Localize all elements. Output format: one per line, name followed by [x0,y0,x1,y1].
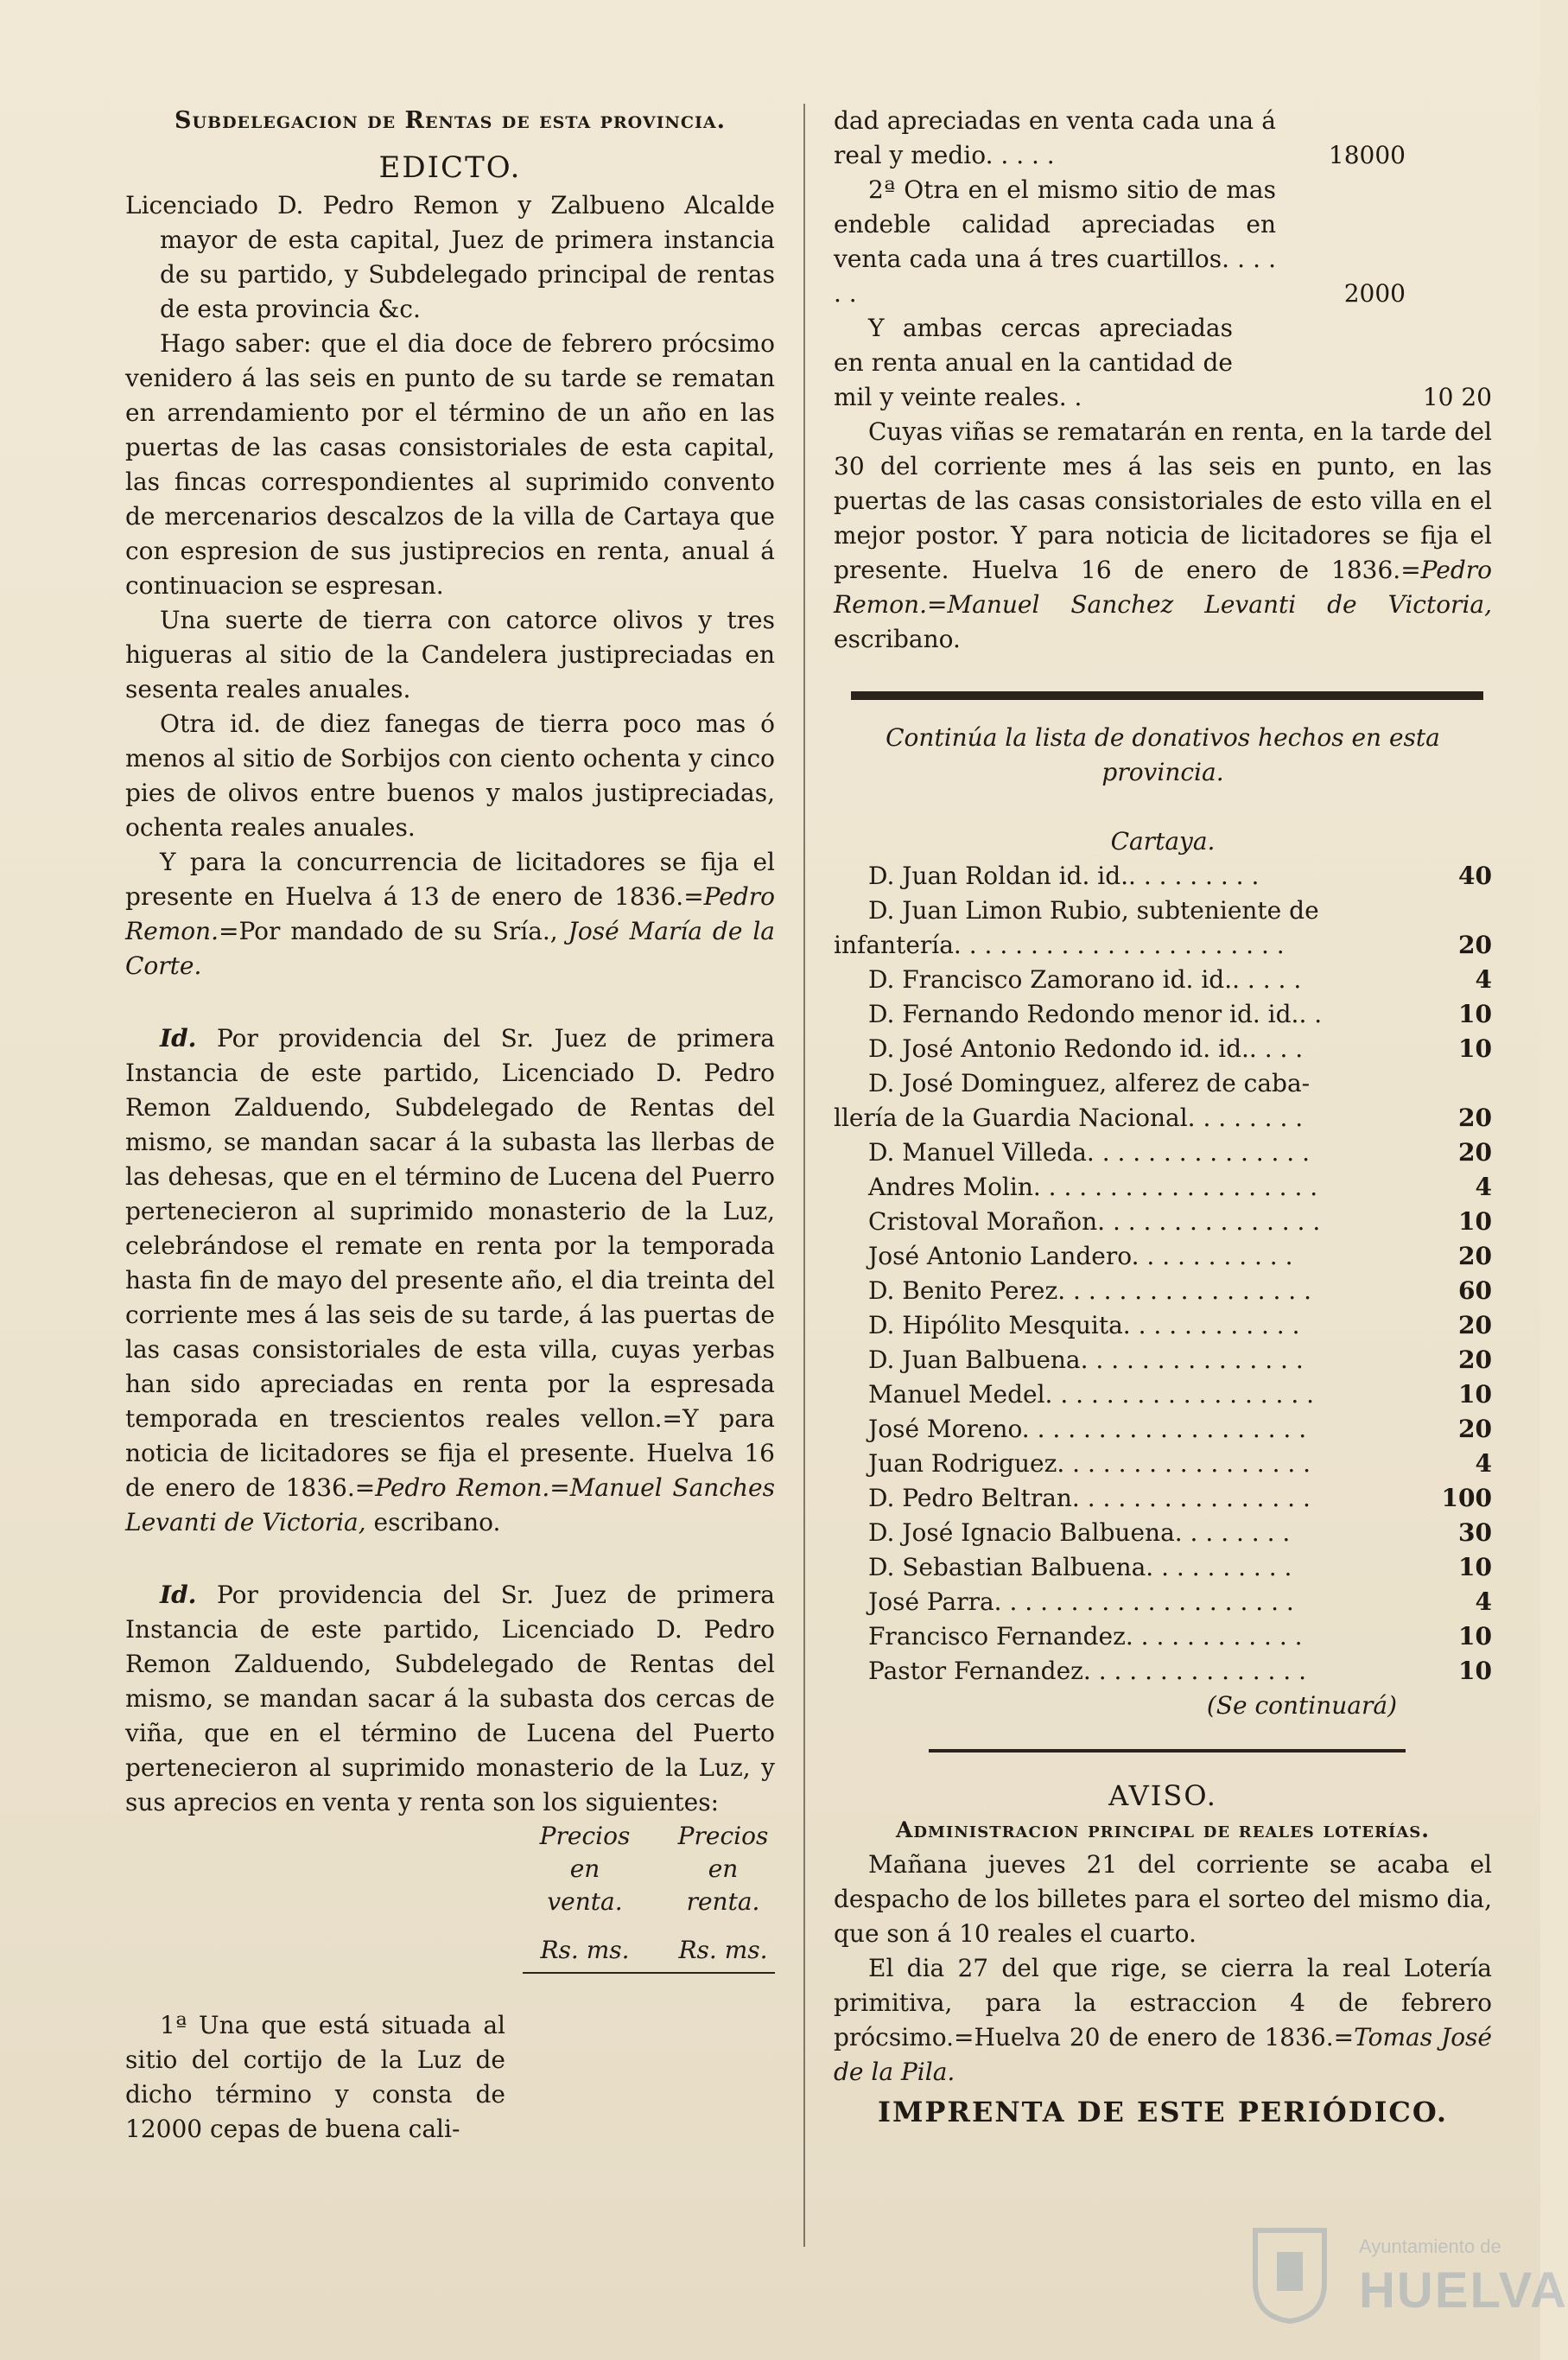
donor-amount: 10 [1458,1380,1492,1409]
watermark-line1: Ayuntamiento de [1359,2236,1501,2257]
donor-name: D. José Ignacio Balbuena. . . . . . . . [868,1518,1291,1547]
donor-row [834,1274,1492,1308]
watermark-line2: HUELVA [1359,2262,1568,2319]
donor-row [834,1205,1492,1239]
donor-row [834,1412,1492,1447]
price-item-2 [834,173,1492,311]
price-item-text: dad apreciadas en venta cada una á real y medio. . . . . [834,106,1276,169]
edicto-paragraph: Otra id. de diez fanegas de tierra poco mas ó menos al sitio de Sorbijos con ciento ochenta y cinco pies de olivos entre buenos y malos justipreciadas, ochenta reales anuales. [125,709,775,842]
donor-amount: 10 [1458,1657,1492,1685]
price-value-venta: 18000 [1328,141,1406,169]
notice-id-1 [125,1021,775,1540]
donor-amount: 100 [1441,1484,1492,1512]
donor-amount: 60 [1458,1276,1492,1305]
price-unit-renta: Rs. ms. [678,1936,768,1964]
edicto-closing [125,845,775,983]
coat-of-arms-icon [1238,2222,1342,2325]
price-col-renta: Precios en renta. [677,1822,769,1916]
donor-row [834,1135,1492,1170]
price-table-units [523,1934,775,1974]
donor-list [834,859,1492,1689]
donor-row [834,997,1492,1032]
aviso-title: AVISO. [1108,1779,1217,1812]
donor-name: Juan Rodriguez. . . . . . . . . . . . . . . . . [868,1449,1311,1478]
edicto-paragraph: Hago saber: que el dia doce de febrero prócsimo venidero á las seis en punto de su tarde se rematan en arrendamiento por el término de un año en las puertas de las casas consistoriales de esta capital, las fincas correspondientes al suprimido convento de mercenarios descalzos de la villa de Cartaya que con espresion de sus justiprecios en renta, anual á continuacion se espresan. [125,329,775,600]
section-header: Subdelegacion de Rentas de esta provincia. [174,107,727,134]
section-rule [929,1749,1406,1753]
donor-name: José Antonio Landero. . . . . . . . . . . [868,1242,1293,1270]
donor-name: Francisco Fernandez. . . . . . . . . . . . [868,1622,1303,1651]
notice-lead: Id. [160,1581,197,1609]
notice-lead: Id. [160,1024,197,1053]
signature: Pedro Remon.=Manuel Sanches Levanti de Victoria, [125,1473,775,1536]
donor-amount: 4 [1475,1173,1492,1201]
price-item-3 [834,311,1492,415]
donor-row [834,859,1492,894]
donor-row [834,1481,1492,1516]
signature: Pedro Remon. [125,882,775,945]
watermark-stamp [1238,2222,1568,2325]
donor-row [834,963,1492,997]
closing-notice [834,415,1492,657]
donor-row [834,1308,1492,1343]
donor-row [834,1343,1492,1377]
notice-text: Por providencia del Sr. Juez de primera Instancia de este partido, Licenciado D. Pedro Remon Zalduendo, Subdelegado de Rentas del mismo, se mandan sacar á la subasta las llerbas de las dehesas, que en el término de Lucena del Puerro pertenecieron al suprimido monasterio de la Luz, celebrándose el remate en renta por la temporada hasta fin de mayo del presente año, el dia treinta del corriente mes á las seis de su tarde, á las puertas de las casas consistoriales de esta villa, cuyas yerbas han sido apreciadas en renta por la espresada temporada en trescientos reales vellon.=Y para noticia de licitadores se fija el presente. Huelva 16 de enero de 1836.= [125,1024,775,1502]
donor-name: D. Fernando Redondo menor id. id.. . [868,1000,1323,1028]
donor-amount: 20 [1458,1104,1492,1132]
donor-name: D. Sebastian Balbuena. . . . . . . . . . [868,1553,1292,1581]
edicto-closing-text: Y para la concurrencia de licitadores se fija el presente en Huelva á 13 de enero de 1836.= [125,848,775,911]
donor-name: Pastor Fernandez. . . . . . . . . . . . . . . [868,1657,1307,1685]
edicto-paragraph: Una suerte de tierra con catorce olivos y tres higueras al sitio de la Candelera justipreciadas en sesenta reales anuales. [125,606,775,703]
donor-name: José Parra. . . . . . . . . . . . . . . . . . . . [868,1587,1294,1616]
donor-name: D. José Antonio Redondo id. id.. . . . [868,1034,1304,1063]
donor-row [834,1032,1492,1066]
price-table-header [125,1820,775,1918]
donor-row [834,928,1492,963]
continued-note: (Se continuará) [1206,1691,1397,1720]
notice-tail: escribano. [373,1508,501,1536]
donations-title: Continúa la lista de donativos hechos en esta provincia. [886,723,1440,786]
price-item-text: 2ª Otra en el mismo sitio de mas endeble calidad apreciadas en venta cada una á tres cuartillos. . . . . . [834,175,1276,308]
aviso-paragraph [834,1951,1492,2090]
aviso-text: El dia 27 del que rige, se cierra la real Lotería primitiva, para la estraccion 4 de febrero prócsimo.=Huelva 20 de enero de 1836.= [834,1954,1492,2051]
donor-row [834,1516,1492,1550]
signature: José María de la Corte. [125,917,775,980]
donor-name: D. Hipólito Mesquita. . . . . . . . . . . . [868,1311,1300,1339]
donor-row [834,1654,1492,1689]
donor-name: D. Pedro Beltran. . . . . . . . . . . . . . . . [868,1484,1311,1512]
price-item-1: 1ª Una que está situada al sitio del cortijo de la Luz de dicho término y consta de 12000 cepas de buena cali- [125,2011,505,2143]
donor-row [834,894,1492,928]
donor-row [834,1377,1492,1412]
signature: Tomas José de la Pila. [834,2023,1492,2086]
donor-name: José Moreno. . . . . . . . . . . . . . . . . . . [868,1415,1307,1443]
donor-amount: 10 [1458,1553,1492,1581]
donor-name: Cristoval Morañon. . . . . . . . . . . . . . . [868,1207,1321,1236]
donor-row [834,1066,1492,1101]
donor-amount: 4 [1475,1449,1492,1478]
donor-row [834,1619,1492,1654]
donor-amount: 10 [1458,1034,1492,1063]
donor-name: D. Juan Roldan id. id.. . . . . . . . . [868,862,1260,890]
price-unit-venta: Rs. ms. [540,1936,630,1964]
closing-text: Cuyas viñas se rematarán en renta, en la tarde del 30 del corriente mes á las seis en punto, en las puertas de las casas consistoriales de esto villa en el mejor postor. Y para noticia de licitadores se fija el presente. Huelva 16 de enero de 1836.= [834,417,1492,584]
donor-amount: 20 [1458,1311,1492,1339]
donor-name: D. Benito Perez. . . . . . . . . . . . . . . . . [868,1276,1311,1305]
donor-row [834,1447,1492,1481]
donor-row [834,1585,1492,1619]
donor-amount: 30 [1458,1518,1492,1547]
edicto-closing-mid: =Por mandado de su Sría., [219,917,558,945]
printer-imprint: IMPRENTA DE ESTE PERIÓDICO. [877,2096,1449,2128]
donor-name: D. Francisco Zamorano id. id.. . . . . [868,965,1302,994]
donor-name: llería de la Guardia Nacional. . . . . . . . [834,1104,1304,1132]
column-divider [803,104,805,2247]
donor-name: D. Manuel Villeda. . . . . . . . . . . . . . . [868,1138,1310,1167]
left-column [125,104,775,2147]
price-value-renta: 10 20 [1422,383,1492,411]
donor-amount: 10 [1458,1000,1492,1028]
donor-row [834,1101,1492,1135]
donor-amount: 20 [1458,1415,1492,1443]
edicto-intro: Licenciado D. Pedro Remon y Zalbueno Alcalde mayor de esta capital, Juez de primera instancia de su partido, y Subdelegado principal de rentas de esta provincia &c. [125,191,775,323]
section-rule [851,691,1483,700]
donations-place: Cartaya. [1110,827,1216,856]
donor-amount: 20 [1458,1345,1492,1374]
donor-name: infantería. . . . . . . . . . . . . . . . . . . . . . [834,931,1285,959]
donor-name: Andres Molin. . . . . . . . . . . . . . . . . . . [868,1173,1318,1201]
signature: Pedro Remon.=Manuel Sanchez Levanti de Victoria, [834,556,1492,619]
price-col-venta: Precios en venta. [539,1822,631,1916]
closing-tail: escribano. [834,625,961,653]
donor-name: D. José Dominguez, alferez de caba- [868,1069,1311,1097]
donor-amount: 20 [1458,931,1492,959]
price-item-text: Y ambas cercas apreciadas en renta anual en la cantidad de mil y veinte reales. . [834,314,1233,411]
donor-amount: 40 [1458,862,1492,890]
donor-row [834,1550,1492,1585]
donor-row [834,1170,1492,1205]
right-column [834,104,1492,2129]
edicto-title: EDICTO. [378,150,522,185]
aviso-paragraph: Mañana jueves 21 del corriente se acaba el despacho de los billetes para el sorteo del mismo dia, que son á 10 reales el cuarto. [834,1850,1492,1948]
donor-amount: 4 [1475,1587,1492,1616]
donor-amount: 10 [1458,1207,1492,1236]
donor-amount: 10 [1458,1622,1492,1651]
donor-name: D. Juan Limon Rubio, subteniente de [868,896,1319,925]
aviso-subtitle: Administracion principal de reales loterías. [895,1817,1431,1842]
donor-amount: 20 [1458,1242,1492,1270]
notice-text: Por providencia del Sr. Juez de primera Instancia de este partido, Licenciado D. Pedro Remon Zalduendo, Subdelegado de Rentas del mismo, se mandan sacar á la subasta dos cercas de viña, que en el término de Lucena del Puerto pertenecieron al suprimido monasterio de la Luz, y sus aprecios en venta y renta son los siguientes: [125,1581,775,1816]
notice-id-2 [125,1578,775,1820]
donor-name: Manuel Medel. . . . . . . . . . . . . . . . . . [868,1380,1315,1409]
price-item-1-cont [834,104,1492,173]
price-value-venta: 2000 [1343,279,1406,308]
donor-amount: 4 [1475,965,1492,994]
donor-amount: 20 [1458,1138,1492,1167]
donor-name: D. Juan Balbuena. . . . . . . . . . . . . . . [868,1345,1304,1374]
donor-row [834,1239,1492,1274]
